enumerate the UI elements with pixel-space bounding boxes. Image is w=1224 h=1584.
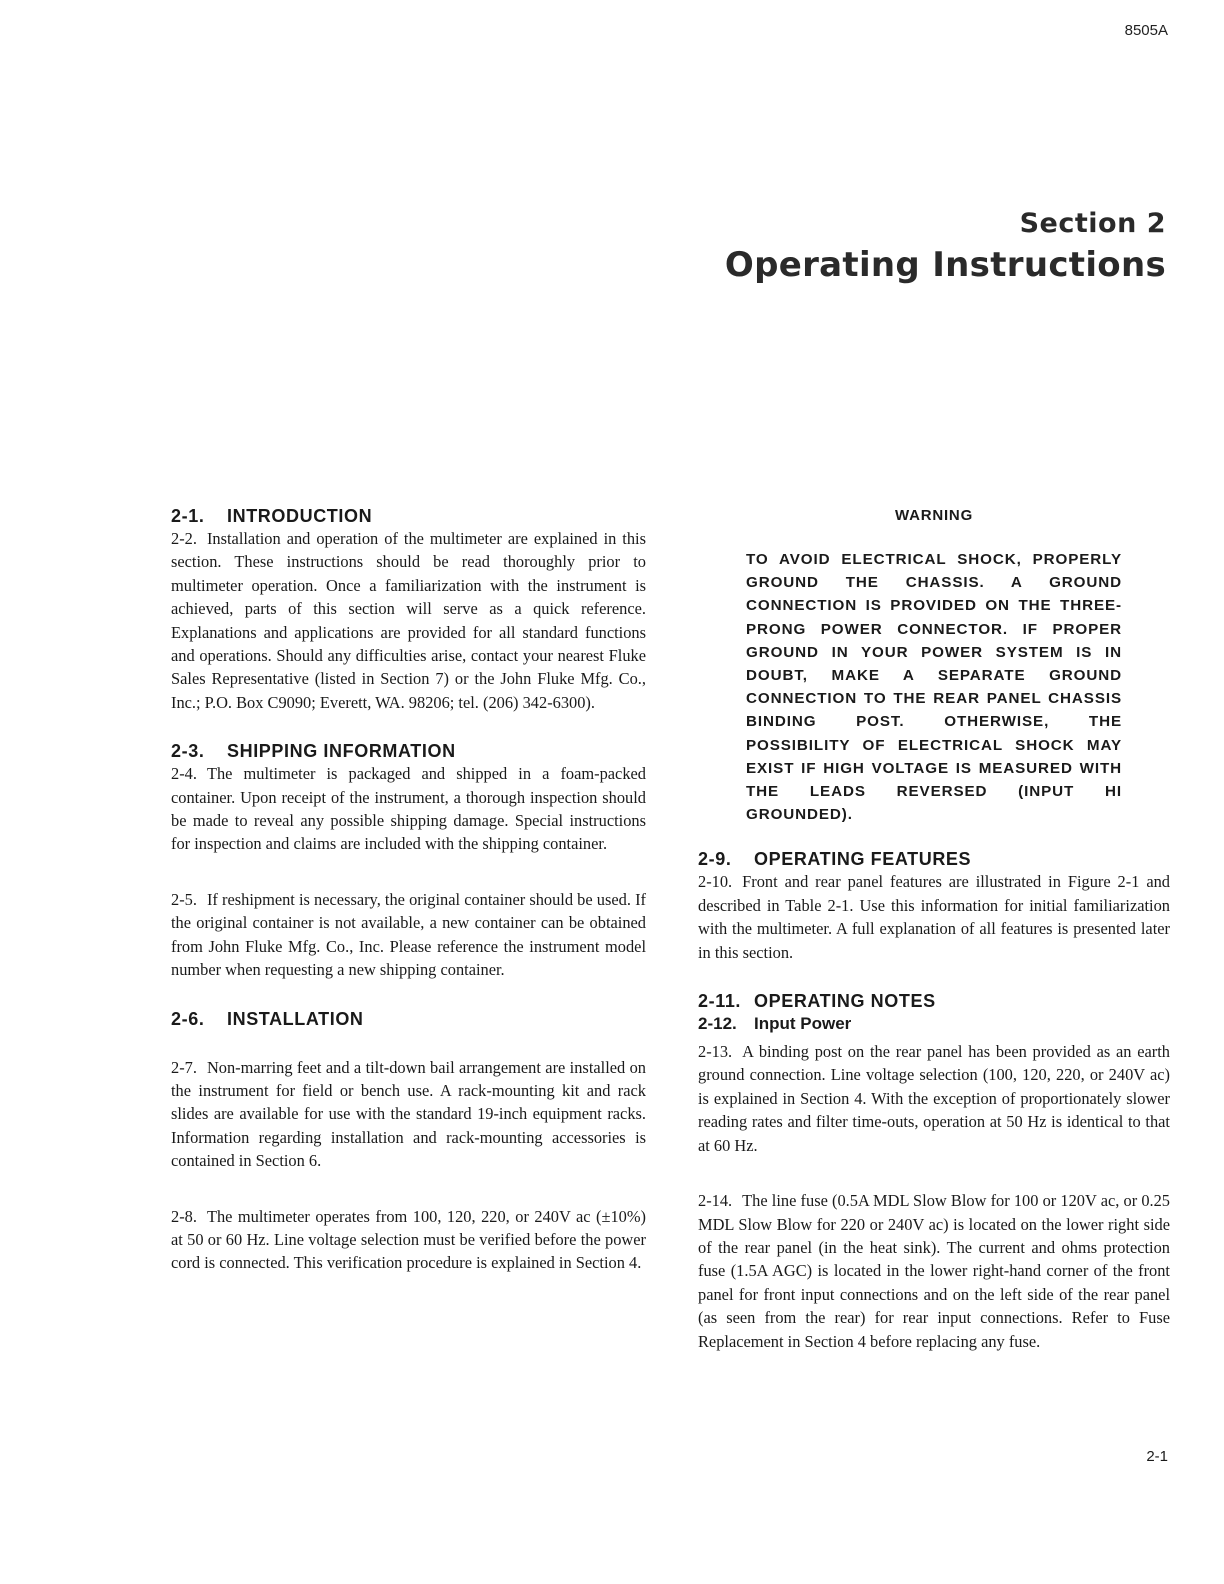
paragraph-2-14: 2-14. The line fuse (0.5A MDL Slow Blow for 100 or 120V ac, or 0.25 MDL Slow Blow for 220 or 240V ac) is located on the lower right side of the rear panel (in the heat sink). The current and ohms protection fuse (1.5A AGC) is located in the lower right-hand corner of the front panel for front input connections and on the left side of the rear panel (as seen from the rear) for rear input connections. Refer to Fuse Replacement in Section 4 before replacing any fuse. (698, 1191, 1170, 1351)
paragraph-2-10: 2-10. Front and rear panel features are illustrated in Figure 2-1 and described in Table 2-1. Use this information for initial familiarization with the multimeter. A full explanation of all features is presented later in this section. (698, 872, 1170, 962)
section-header (725, 208, 1166, 285)
heading-shipping-information: 2-3. SHIPPING INFORMATION (171, 741, 456, 762)
heading-operating-notes: 2-11. OPERATING NOTES (698, 991, 936, 1012)
subheading-input-power: 2-12. Input Power (698, 1014, 852, 1034)
paragraph-2-4: 2-4. The multimeter is packaged and shipped in a foam-packed container. Upon receipt of the instrument, a thorough inspection should be made to reveal any possible shipping damage. Special instructions for inspection and claims are included with the shipping container. (171, 764, 646, 854)
heading-introduction: 2-1. INTRODUCTION (171, 506, 373, 526)
warning-text: TO AVOID ELECTRICAL SHOCK, PROPERLY GROUND THE CHASSIS. A GROUND CONNECTION IS PROVIDED ON THE THREE-PRONG POWER CONNECTOR. IF PROPER GROUND IN YOUR POWER SYSTEM IS IN DOUBT, MAKE A SEPARATE GROUND CONNECTION TO THE REAR PANEL CHASSIS BINDING POST. OTHERWISE, THE POSSIBILITY OF ELECTRICAL SHOCK MAY EXIST IF HIGH VOLTAGE IS MEASURED WITH THE LEADS REVERSED (INPUT HI GROUNDED). (746, 551, 1122, 824)
paragraph-2-8: 2-8. The multimeter operates from 100, 120, 220, or 240V ac (±10%) at 50 or 60 Hz. Line voltage selection must be verified before the power cord is connected. This verification procedure is explained in Section 4. (171, 1206, 646, 1273)
section-number: Section 2 (1019, 208, 1166, 239)
paragraph-2-5: 2-5. If reshipment is necessary, the original container should be used. If the original container is not available, a new container can be obtained from John Fluke Mfg. Co., Inc. Please reference the instrument model number when requesting a new shipping container. (171, 889, 646, 980)
paragraph-2-7: 2-7. Non-marring feet and a tilt-down bail arrangement are installed on the instrument for field or bench use. A rack-mounting kit and rack slides are available for use with the standard 19-inch equipment racks. Information regarding installation and rack-mounting accessories is contained in Section 6. (171, 1057, 646, 1171)
left-column (171, 505, 646, 1275)
heading-installation: 2-6. INSTALLATION (171, 1008, 364, 1029)
warning-title: WARNING (894, 507, 974, 524)
section-title: Operating Instructions (724, 245, 1166, 285)
heading-operating-features: 2-9. OPERATING FEATURES (698, 849, 972, 870)
paragraph-2-2: 2-2. Installation and operation of the multimeter are explained in this section. These instructions should be read thoroughly prior to multimeter operation. Once a familiarization with the instrument is achieved, parts of this section will serve as a quick reference. Explanations and applications are provided for all standard functions and operations. Should any difficulties arise, contact your nearest Fluke Sales Representative (listed in Section 7) or the John Fluke Mfg. Co., Inc.; P.O. Box C9090; Everett, WA. 98206; tel. (206) 342-6300). (171, 529, 646, 712)
page-number: 2-1 (1146, 1448, 1168, 1465)
right-column (698, 505, 1170, 1353)
model-number: 8505A (1124, 22, 1168, 39)
paragraph-2-13: 2-13. A binding post on the rear panel has been provided as an earth ground connection. Line voltage selection (100, 120, 220, or 240V ac) is explained in Section 4. With the exception of proportionately slower reading rates and filter time-outs, operation at 50 Hz is identical to that at 60 Hz. (698, 1042, 1170, 1155)
